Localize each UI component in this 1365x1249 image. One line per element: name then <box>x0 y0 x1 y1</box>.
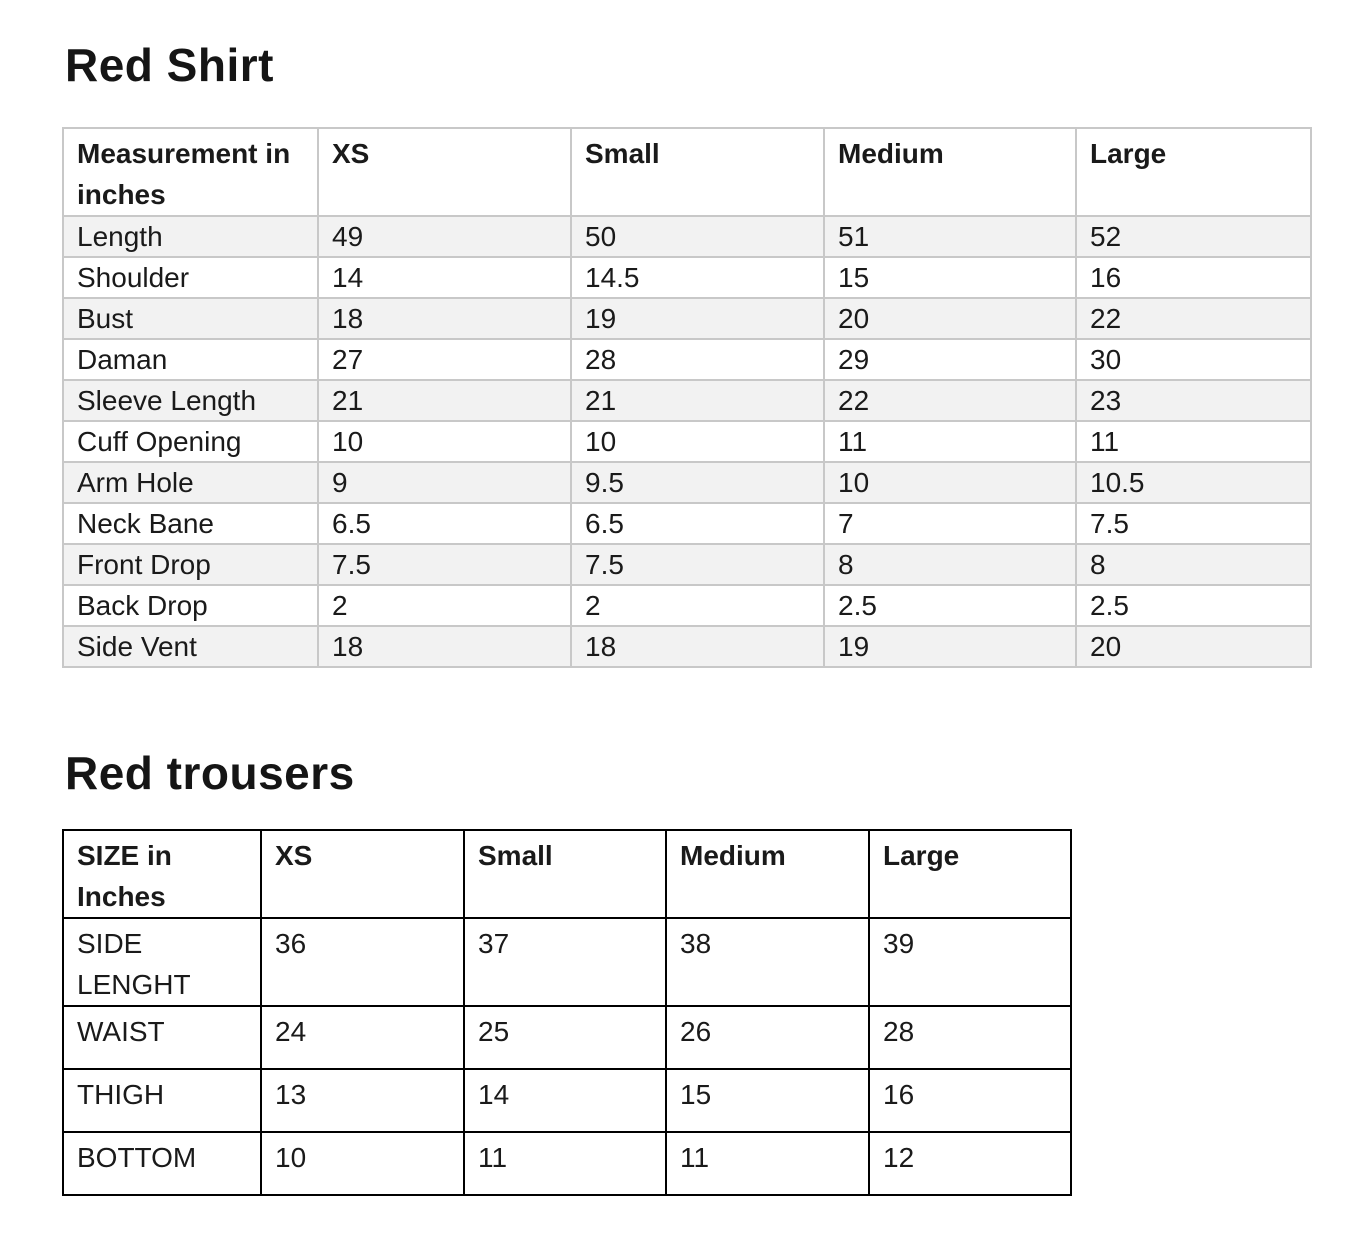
cell-value: 36 <box>261 918 464 1006</box>
cell-value: 25 <box>464 1006 666 1069</box>
cell-value: 37 <box>464 918 666 1006</box>
cell-value: 6.5 <box>318 503 571 544</box>
row-label: Bust <box>63 298 318 339</box>
cell-value: 51 <box>824 216 1076 257</box>
cell-value: 8 <box>1076 544 1311 585</box>
row-label: WAIST <box>63 1006 261 1069</box>
shirt-col-header-medium: Medium <box>824 128 1076 216</box>
table-row-back-drop <box>63 585 1311 626</box>
cell-value: 7.5 <box>571 544 824 585</box>
cell-value: 18 <box>318 298 571 339</box>
cell-value: 11 <box>824 421 1076 462</box>
row-label: BOTTOM <box>63 1132 261 1195</box>
row-label: Arm Hole <box>63 462 318 503</box>
cell-value: 9.5 <box>571 462 824 503</box>
cell-value: 11 <box>464 1132 666 1195</box>
cell-value: 15 <box>666 1069 869 1132</box>
cell-value: 16 <box>869 1069 1071 1132</box>
cell-value: 12 <box>869 1132 1071 1195</box>
cell-value: 2.5 <box>824 585 1076 626</box>
row-label: Back Drop <box>63 585 318 626</box>
trousers-size-table <box>62 829 1072 1196</box>
row-label: Cuff Opening <box>63 421 318 462</box>
cell-value: 28 <box>869 1006 1071 1069</box>
cell-value: 2 <box>571 585 824 626</box>
cell-value: 10 <box>824 462 1076 503</box>
cell-value: 7.5 <box>1076 503 1311 544</box>
table-row-sleeve-length <box>63 380 1311 421</box>
cell-value: 21 <box>318 380 571 421</box>
shirt-col-header-xs: XS <box>318 128 571 216</box>
cell-value: 26 <box>666 1006 869 1069</box>
table-row-side-lenght <box>63 918 1071 1006</box>
cell-value: 22 <box>1076 298 1311 339</box>
cell-value: 11 <box>1076 421 1311 462</box>
trousers-section-title: Red trousers <box>65 747 355 799</box>
cell-value: 27 <box>318 339 571 380</box>
cell-value: 8 <box>824 544 1076 585</box>
shirt-col-header-large: Large <box>1076 128 1311 216</box>
cell-value: 20 <box>824 298 1076 339</box>
shirt-section-title: Red Shirt <box>65 39 274 91</box>
trousers-col-header-xs: XS <box>261 830 464 918</box>
cell-value: 10 <box>571 421 824 462</box>
row-label: Shoulder <box>63 257 318 298</box>
cell-value: 28 <box>571 339 824 380</box>
row-label: Front Drop <box>63 544 318 585</box>
cell-value: 11 <box>666 1132 869 1195</box>
cell-value: 7 <box>824 503 1076 544</box>
trousers-table-header-row <box>63 830 1071 918</box>
table-row-neck-bane <box>63 503 1311 544</box>
table-row-side-vent <box>63 626 1311 667</box>
cell-value: 20 <box>1076 626 1311 667</box>
cell-value: 16 <box>1076 257 1311 298</box>
cell-value: 19 <box>824 626 1076 667</box>
trousers-col-header-large: Large <box>869 830 1071 918</box>
cell-value: 19 <box>571 298 824 339</box>
row-label: Sleeve Length <box>63 380 318 421</box>
cell-value: 49 <box>318 216 571 257</box>
trousers-col-header-size: SIZE in Inches <box>63 830 261 918</box>
trousers-col-header-medium: Medium <box>666 830 869 918</box>
cell-value: 50 <box>571 216 824 257</box>
trousers-col-header-small: Small <box>464 830 666 918</box>
table-row-shoulder <box>63 257 1311 298</box>
shirt-size-table <box>62 127 1312 668</box>
cell-value: 2 <box>318 585 571 626</box>
cell-value: 24 <box>261 1006 464 1069</box>
row-label: Daman <box>63 339 318 380</box>
cell-value: 21 <box>571 380 824 421</box>
cell-value: 10.5 <box>1076 462 1311 503</box>
cell-value: 29 <box>824 339 1076 380</box>
table-row-cuff-opening <box>63 421 1311 462</box>
table-row-bottom <box>63 1132 1071 1195</box>
row-label: THIGH <box>63 1069 261 1132</box>
cell-value: 52 <box>1076 216 1311 257</box>
cell-value: 9 <box>318 462 571 503</box>
table-row-thigh <box>63 1069 1071 1132</box>
cell-value: 18 <box>318 626 571 667</box>
table-row-waist <box>63 1006 1071 1069</box>
table-row-length <box>63 216 1311 257</box>
row-label: Side Vent <box>63 626 318 667</box>
row-label: Length <box>63 216 318 257</box>
table-row-daman <box>63 339 1311 380</box>
table-row-bust <box>63 298 1311 339</box>
cell-value: 14.5 <box>571 257 824 298</box>
cell-value: 10 <box>261 1132 464 1195</box>
cell-value: 10 <box>318 421 571 462</box>
cell-value: 38 <box>666 918 869 1006</box>
cell-value: 14 <box>464 1069 666 1132</box>
cell-value: 22 <box>824 380 1076 421</box>
cell-value: 2.5 <box>1076 585 1311 626</box>
table-row-arm-hole <box>63 462 1311 503</box>
table-row-front-drop <box>63 544 1311 585</box>
cell-value: 23 <box>1076 380 1311 421</box>
cell-value: 13 <box>261 1069 464 1132</box>
shirt-table-header-row <box>63 128 1311 216</box>
cell-value: 6.5 <box>571 503 824 544</box>
cell-value: 15 <box>824 257 1076 298</box>
cell-value: 39 <box>869 918 1071 1006</box>
cell-value: 14 <box>318 257 571 298</box>
shirt-col-header-small: Small <box>571 128 824 216</box>
cell-value: 30 <box>1076 339 1311 380</box>
shirt-col-header-measurement: Measurement in inches <box>63 128 318 216</box>
cell-value: 18 <box>571 626 824 667</box>
cell-value: 7.5 <box>318 544 571 585</box>
row-label: Neck Bane <box>63 503 318 544</box>
row-label: SIDE LENGHT <box>63 918 261 1006</box>
